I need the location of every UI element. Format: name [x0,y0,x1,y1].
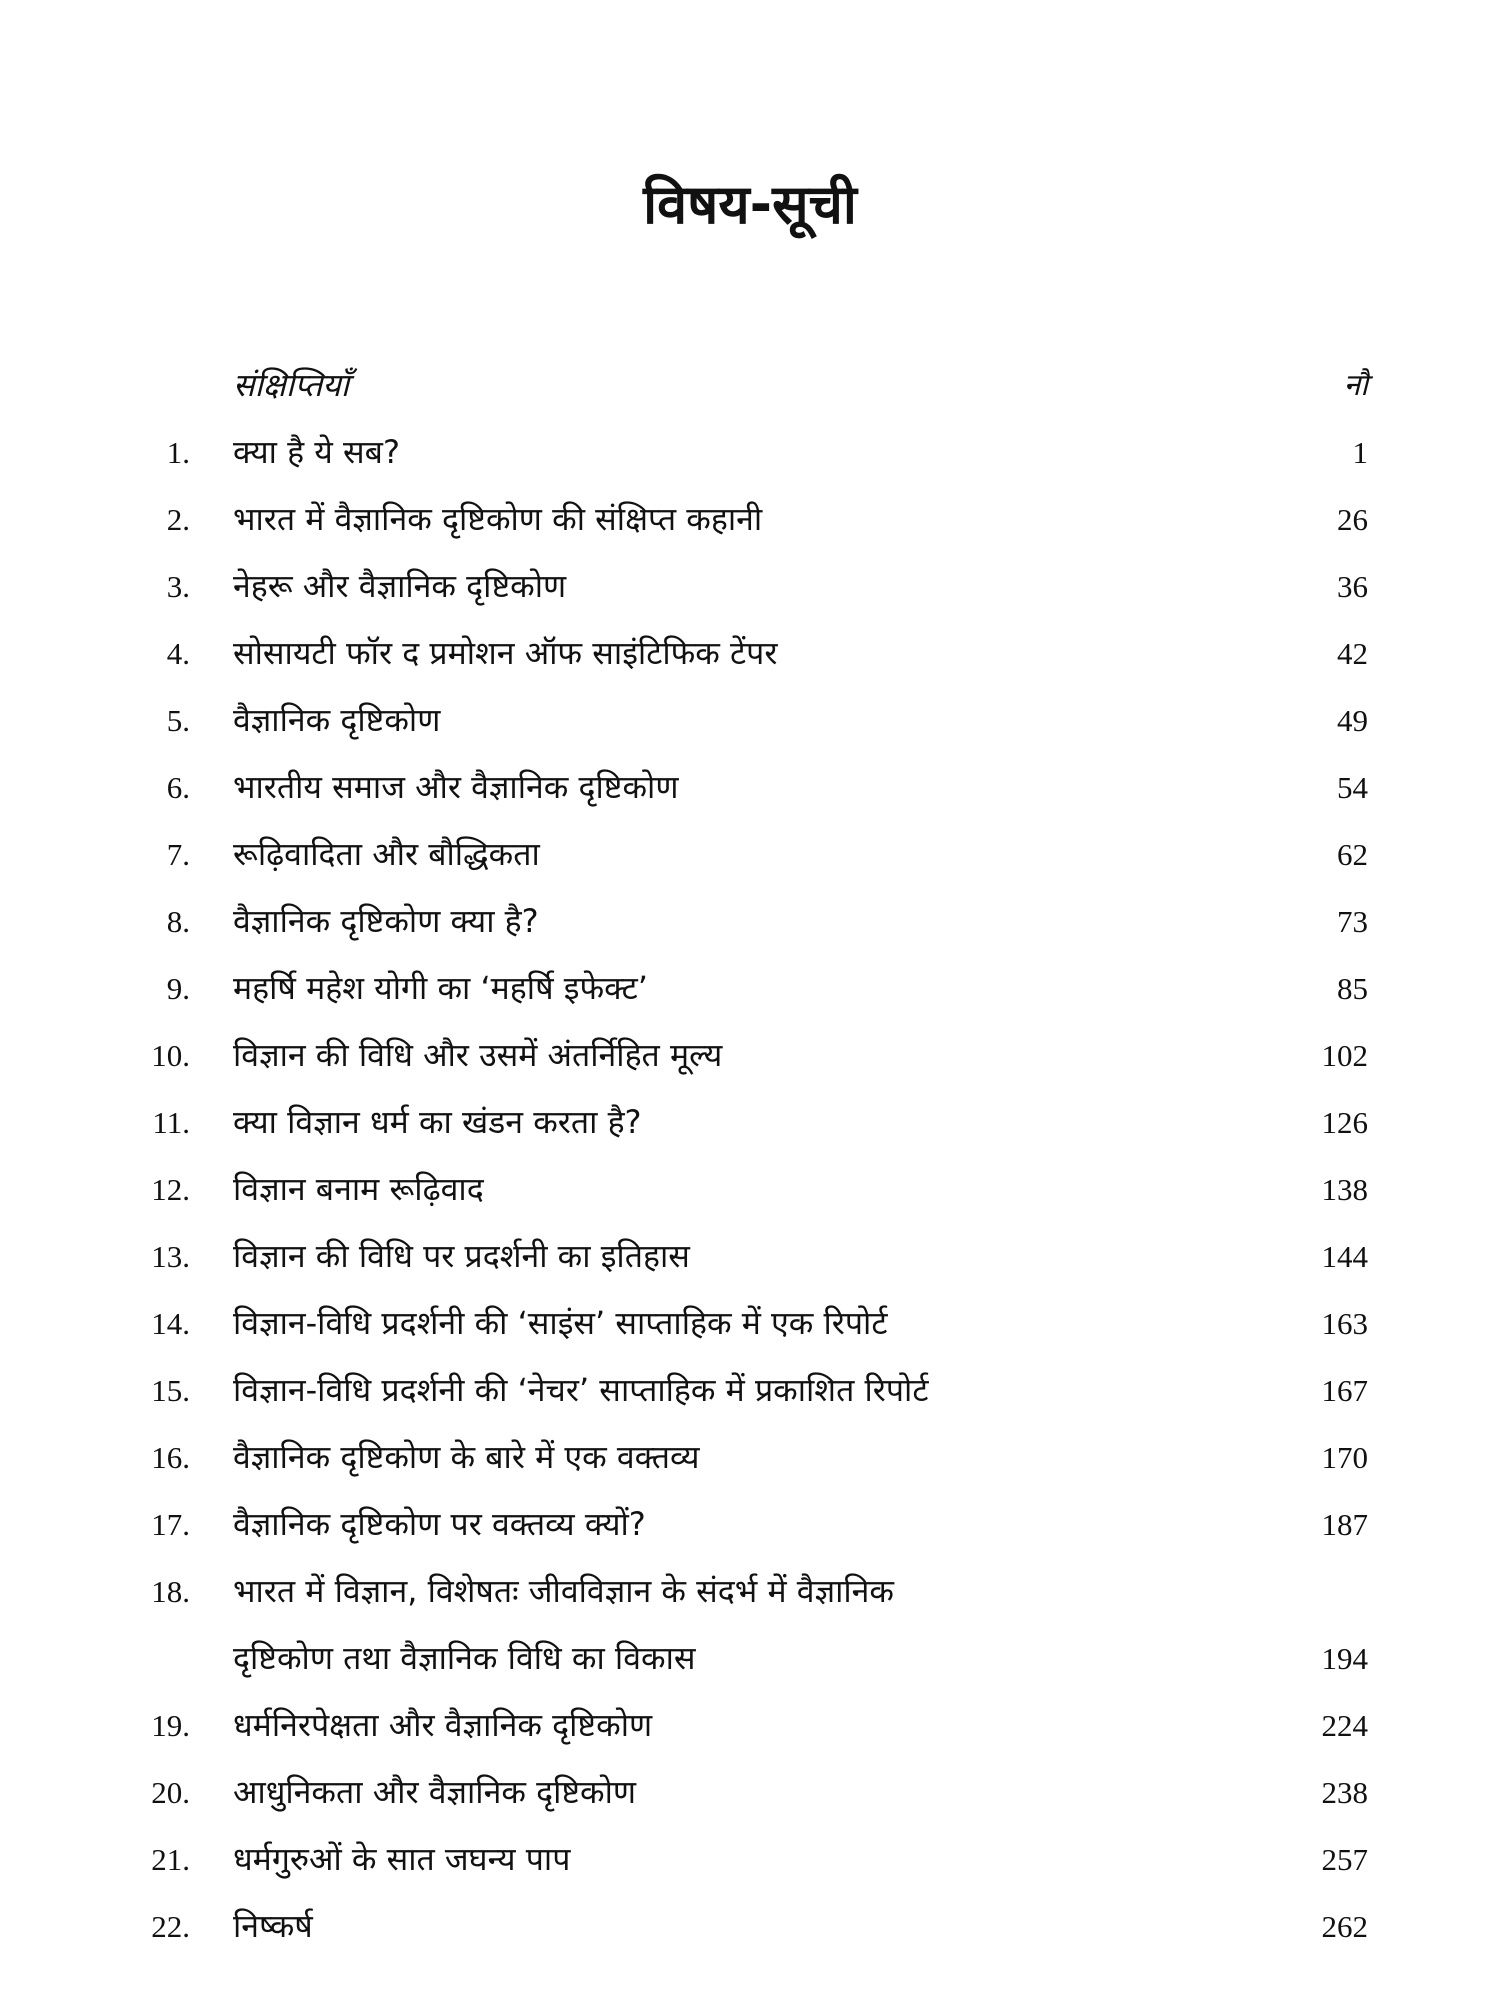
toc-entry-page: 102 [1321,1038,1368,1073]
toc-entry-title: भारत में वैज्ञानिक दृष्टिकोण की संक्षिप्त कहानी [233,500,763,538]
toc-row [0,754,1500,821]
toc-entry-page: 167 [1321,1373,1368,1408]
toc-row [0,687,1500,754]
toc-entry-page: 126 [1321,1105,1368,1140]
toc-row [0,486,1500,553]
toc-entry-number: 7. [166,837,190,872]
toc-row [0,821,1500,888]
toc-entry-number: 18. [151,1574,190,1609]
toc-entry-number: 9. [166,971,190,1006]
toc-row [0,1089,1500,1156]
table-of-contents [0,352,1500,1960]
toc-entry-number: 13. [151,1239,190,1274]
toc-entry-number: 11. [152,1105,190,1140]
toc-entry-title: वैज्ञानिक दृष्टिकोण पर वक्तव्य क्यों? [233,1505,646,1543]
toc-entry-page: 85 [1337,971,1368,1006]
toc-entry-title: रूढ़िवादिता और बौद्धिकता [233,835,540,873]
toc-entry-page: 257 [1321,1842,1368,1877]
toc-entry-number: 15. [151,1373,190,1408]
toc-entry-page: 170 [1321,1440,1368,1475]
toc-entry-number: 5. [166,703,190,738]
toc-row-continuation [0,1625,1500,1692]
toc-entry-page: 54 [1337,770,1368,805]
toc-entry-title-line2: दृष्टिकोण तथा वैज्ञानिक विधि का विकास [233,1639,696,1677]
toc-row [0,553,1500,620]
toc-entry-number: 8. [166,904,190,939]
toc-row [0,1759,1500,1826]
toc-entry-page: 144 [1321,1239,1368,1274]
toc-entry-title: निष्कर्ष [233,1907,313,1945]
page-title: विषय-सूची [643,173,857,236]
toc-entry-page: 224 [1321,1708,1368,1743]
toc-entry-number: 17. [151,1507,190,1542]
toc-entry-title: नेहरू और वैज्ञानिक दृष्टिकोण [233,567,567,605]
toc-entry-title: विज्ञान की विधि और उसमें अंतर्निहित मूल्य [233,1036,723,1074]
toc-entry-page: 73 [1337,904,1368,939]
toc-row [0,955,1500,1022]
toc-row [0,1491,1500,1558]
toc-entry-page: 26 [1337,502,1368,537]
toc-entry-page: 49 [1337,703,1368,738]
toc-entry-page: 187 [1321,1507,1368,1542]
toc-entry-title: विज्ञान बनाम रूढ़िवाद [233,1170,484,1208]
toc-entry-title: वैज्ञानिक दृष्टिकोण [233,701,441,739]
toc-entry-number: 12. [151,1172,190,1207]
toc-entry-title: विज्ञान-विधि प्रदर्शनी की ‘साइंस’ साप्ताहिक में एक रिपोर्ट [233,1304,888,1342]
toc-entry-title: क्या विज्ञान धर्म का खंडन करता है? [233,1103,642,1141]
toc-row [0,1223,1500,1290]
toc-row [0,1424,1500,1491]
toc-entry-title: वैज्ञानिक दृष्टिकोण के बारे में एक वक्तव्य [233,1438,700,1476]
toc-entry-title: महर्षि महेश योगी का ‘महर्षि इफेक्ट’ [233,969,648,1007]
toc-row [0,1558,1500,1625]
toc-entry-title: क्या है ये सब? [233,433,400,471]
toc-row [0,1826,1500,1893]
toc-entry-number: 1. [166,435,190,470]
toc-entry-page: 36 [1337,569,1368,604]
toc-row [0,888,1500,955]
toc-entry-number: 22. [151,1909,190,1944]
toc-entry-number: 2. [166,502,190,537]
toc-entry-title: सोसायटी फॉर द प्रमोशन ऑफ साइंटिफिक टेंपर [233,634,778,672]
toc-row [0,1692,1500,1759]
toc-entry-title: विज्ञान-विधि प्रदर्शनी की ‘नेचर’ साप्ताहिक में प्रकाशित रिपोर्ट [233,1371,929,1409]
toc-entry-number: 20. [151,1775,190,1810]
toc-entry-number: 21. [151,1842,190,1877]
toc-entry-number: 4. [166,636,190,671]
toc-entry-page: 62 [1337,837,1368,872]
toc-row [0,1893,1500,1960]
toc-entry-title: संक्षिप्तियाँ [233,366,350,404]
toc-entry-number: 19. [151,1708,190,1743]
toc-entry-page: 163 [1321,1306,1368,1341]
toc-entry-title: धर्मनिरपेक्षता और वैज्ञानिक दृष्टिकोण [233,1706,653,1744]
toc-row [0,419,1500,486]
toc-entry-number: 14. [151,1306,190,1341]
toc-row [0,1022,1500,1089]
toc-entry-number: 16. [151,1440,190,1475]
toc-entry-page: 194 [1321,1641,1368,1676]
toc-row-front-matter [0,352,1500,419]
toc-row [0,1290,1500,1357]
toc-entry-title: भारत में विज्ञान, विशेषतः जीवविज्ञान के संदर्भ में वैज्ञानिक [233,1572,894,1610]
toc-entry-title: विज्ञान की विधि पर प्रदर्शनी का इतिहास [233,1237,690,1275]
toc-entry-page: नौ [1343,368,1368,403]
toc-entry-title: वैज्ञानिक दृष्टिकोण क्या है? [233,902,539,940]
toc-entry-page: 42 [1337,636,1368,671]
toc-entry-number: 3. [166,569,190,604]
toc-entry-page: 138 [1321,1172,1368,1207]
toc-entry-number: 6. [166,770,190,805]
toc-entry-page: 1 [1352,435,1368,470]
toc-row [0,1156,1500,1223]
toc-entry-title: आधुनिकता और वैज्ञानिक दृष्टिकोण [233,1773,637,1811]
toc-entry-page: 262 [1321,1909,1368,1944]
toc-entry-title: धर्मगुरुओं के सात जघन्य पाप [233,1840,571,1878]
toc-row [0,1357,1500,1424]
toc-entry-page: 238 [1321,1775,1368,1810]
toc-row [0,620,1500,687]
toc-entry-number: 10. [151,1038,190,1073]
toc-entry-title: भारतीय समाज और वैज्ञानिक दृष्टिकोण [233,768,679,806]
